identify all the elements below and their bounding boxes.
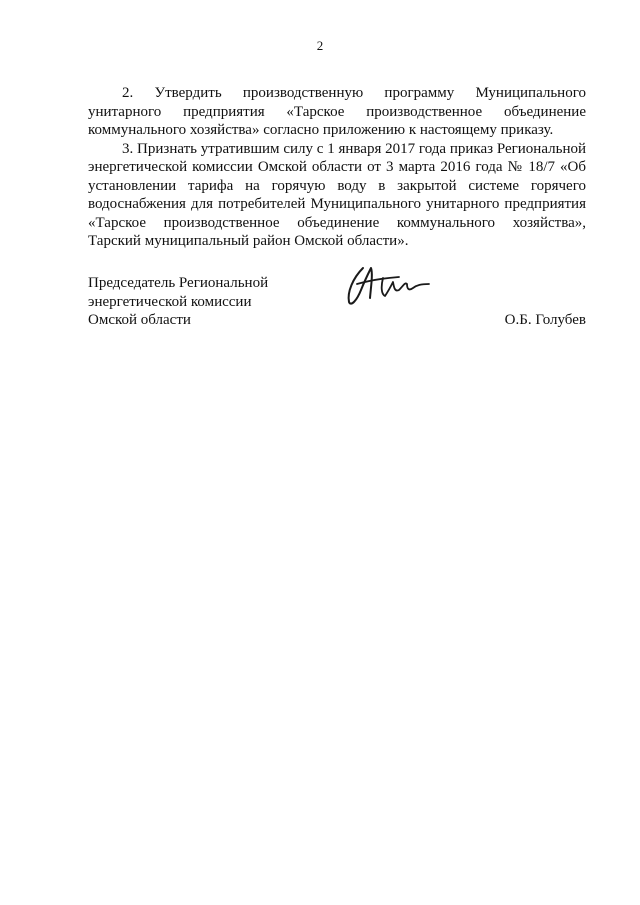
signature-stroke-tail	[382, 278, 429, 296]
signatory-name: О.Б. Голубев	[504, 312, 586, 328]
signature-block	[88, 274, 586, 334]
signatory-position-line-3: Омской области	[88, 312, 191, 328]
paragraph-approve-program: 2. Утвердить производственную программу Муниципального унитарного предприятия «Тарское производственное объединение коммунального хозяйства» согласно приложению к настоящему приказу.	[88, 85, 586, 138]
signatory-position-line-1: Председатель Региональной	[88, 275, 269, 291]
signatory-position	[88, 274, 328, 330]
handwritten-signature	[341, 260, 441, 310]
page-number: 2	[316, 38, 324, 53]
signature-stroke-main	[349, 268, 372, 304]
document-body	[88, 84, 586, 251]
signatory-position-line-2: энергетической комиссии	[88, 293, 252, 310]
paragraph-repeal-order: 3. Признать утратившим силу с 1 января 2017 года приказ Региональной энергетической комиссии Омской области от 3 марта 2016 года № 18/7 «Об установлении тарифа на горячую воду в закрытой системе горячего водоснабжения для потребителей Муниципального унитарного предприятия «Тарское производственное объединение коммунального хозяйства», Тарский муниципальный район Омской области».	[88, 140, 586, 249]
